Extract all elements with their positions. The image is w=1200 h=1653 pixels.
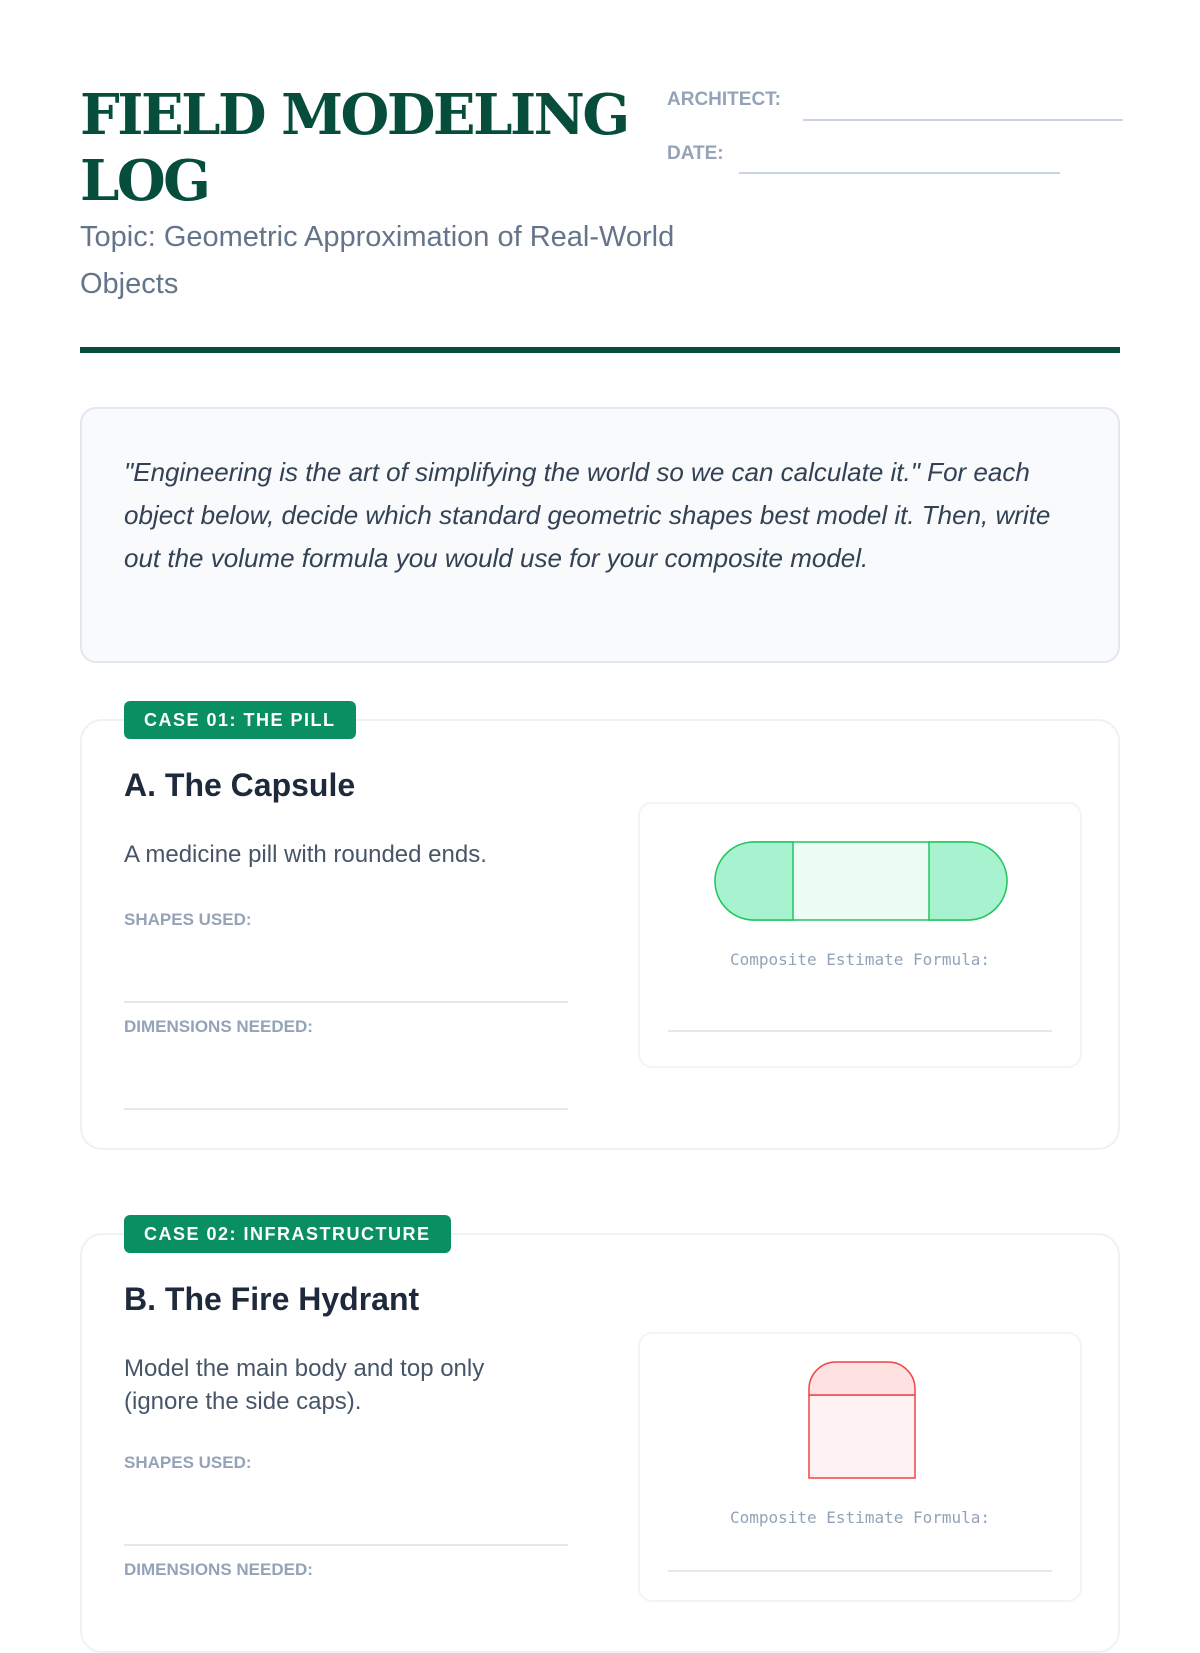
formula-label: Composite Estimate Formula: <box>729 950 991 969</box>
shapes-used-label: SHAPES USED: <box>124 910 252 929</box>
case-description: Model the main body and top only (ignore the side caps). <box>124 1355 485 1415</box>
intro-text: "Engineering is the art of simplifying the world so we can calculate it." For each object below, decide which standard geometric shapes best model it. Then, write out the volume formula you would use for your composite model. <box>124 457 1051 573</box>
case-card-capsule <box>80 719 1120 1150</box>
date-label: DATE: <box>667 143 724 164</box>
formula-field[interactable] <box>668 1570 1052 1572</box>
architect-label: ARCHITECT: <box>667 89 781 110</box>
dimensions-needed-field[interactable] <box>124 1108 568 1110</box>
dimensions-needed-label: DIMENSIONS NEEDED: <box>124 1560 313 1579</box>
topic-subtitle: Topic: Geometric Approximation of Real-World Objects <box>80 221 675 300</box>
date-field[interactable] <box>739 172 1060 174</box>
page-title: FIELD MODELING LOG <box>80 82 628 214</box>
shapes-used-field[interactable] <box>124 1001 568 1003</box>
diagram-panel <box>638 802 1082 1068</box>
formula-label: Composite Estimate Formula: <box>729 1508 991 1527</box>
case-title: A. The Capsule <box>124 767 356 803</box>
hydrant-diagram <box>808 1361 916 1479</box>
case-card-hydrant <box>80 1233 1120 1653</box>
intro-box <box>80 407 1120 663</box>
case-description: A medicine pill with rounded ends. <box>124 841 487 868</box>
architect-field[interactable] <box>803 119 1123 121</box>
diagram-panel <box>638 1332 1082 1602</box>
shapes-used-label: SHAPES USED: <box>124 1453 252 1472</box>
case-badge: CASE 01: THE PILL <box>124 701 356 739</box>
case-badge: CASE 02: INFRASTRUCTURE <box>124 1215 451 1253</box>
formula-field[interactable] <box>668 1030 1052 1032</box>
shapes-used-field[interactable] <box>124 1544 568 1546</box>
case-title: B. The Fire Hydrant <box>124 1281 420 1317</box>
capsule-diagram <box>714 841 1008 921</box>
dimensions-needed-label: DIMENSIONS NEEDED: <box>124 1017 313 1036</box>
header-divider <box>80 347 1120 353</box>
